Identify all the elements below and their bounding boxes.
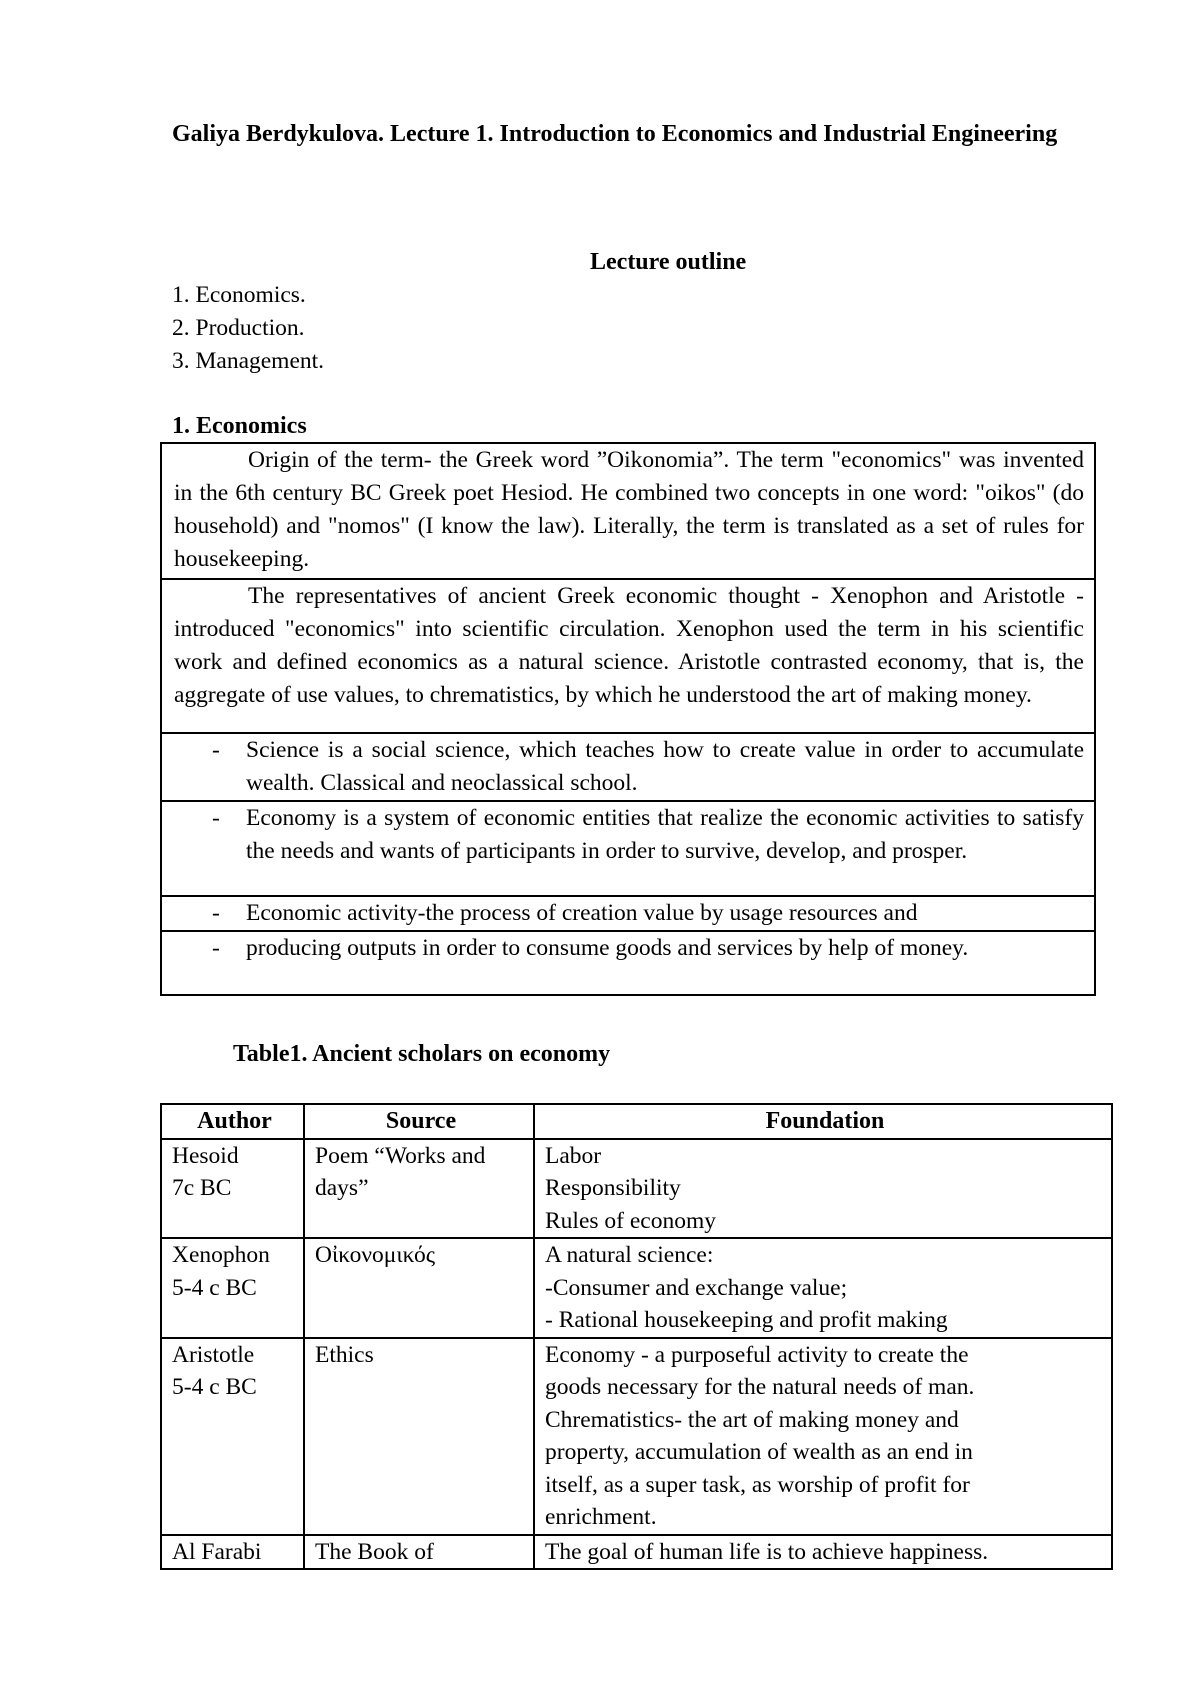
outline-heading: Lecture outline bbox=[590, 249, 747, 275]
foundation-cell bbox=[534, 1139, 1112, 1239]
table-header-row bbox=[161, 1104, 1112, 1139]
bullet-dash: - bbox=[212, 805, 220, 831]
column-header-author: Author bbox=[161, 1104, 304, 1139]
ancient-scholars-table bbox=[160, 1103, 1113, 1570]
source-cell bbox=[304, 1238, 534, 1338]
table-row bbox=[161, 1338, 1112, 1535]
source-cell bbox=[304, 1535, 534, 1570]
column-header-foundation: Foundation bbox=[534, 1104, 1112, 1139]
cell-line: property, accumulation of wealth as an end in bbox=[545, 1439, 973, 1465]
author-cell bbox=[161, 1238, 304, 1338]
source-cell bbox=[304, 1139, 534, 1239]
foundation-cell bbox=[534, 1535, 1112, 1570]
author-cell bbox=[161, 1338, 304, 1535]
cell-line: Poem “Works and bbox=[315, 1142, 486, 1169]
representatives-paragraph: The representatives of ancient Greek economic thought - Xenophon and Aristotle - introduced "economics" into scientific circulation. Xenophon used the term in his scientific work and defined economics as a natural science. Aristotle contrasted economy, that is, the aggregate of use values, to chrematistics, by which he understood the art of making money. bbox=[161, 579, 1095, 733]
cell-line: Aristotle bbox=[172, 1341, 255, 1368]
cell-line: A natural science: bbox=[545, 1242, 714, 1268]
bullet-row bbox=[161, 931, 1095, 995]
column-header-source: Source bbox=[304, 1104, 534, 1139]
cell-line: Oἰκονομικός bbox=[315, 1242, 436, 1268]
outline-item: 3. Management. bbox=[172, 348, 325, 374]
author-cell bbox=[161, 1535, 304, 1570]
cell-line: itself, as a super task, as worship of profit for bbox=[545, 1471, 970, 1498]
bullet-row bbox=[161, 896, 1095, 931]
bullet-text: Economy is a system of economic entities that realize the economic activities to satisfy the needs and wants of participants in order to survive, develop, and prosper. bbox=[246, 805, 1084, 864]
table-caption: Table1. Ancient scholars on economy bbox=[233, 1041, 611, 1067]
cell-line: goods necessary for the natural needs of man. bbox=[545, 1374, 975, 1400]
cell-line: Labor bbox=[545, 1142, 602, 1169]
outline-item: 1. Economics. bbox=[172, 282, 306, 308]
table-row bbox=[161, 1139, 1112, 1239]
cell-line: The Book of bbox=[315, 1538, 434, 1565]
bullet-text: Economic activity-the process of creation value by usage resources and bbox=[246, 900, 918, 926]
document-title: Galiya Berdykulova. Lecture 1. Introduction to Economics and Industrial Engineering bbox=[172, 121, 1058, 147]
cell-line: 5-4 c BC bbox=[172, 1274, 257, 1301]
lecture-outline-list bbox=[172, 279, 324, 378]
foundation-cell bbox=[534, 1238, 1112, 1338]
cell-line: Hesoid bbox=[172, 1142, 239, 1169]
cell-line: Economy - a purposeful activity to create the bbox=[545, 1341, 969, 1368]
source-cell bbox=[304, 1338, 534, 1535]
bullet-dash: - bbox=[212, 900, 220, 926]
cell-line: days” bbox=[315, 1175, 369, 1201]
outline-item: 2. Production. bbox=[172, 315, 305, 341]
cell-line: 5-4 c BC bbox=[172, 1374, 257, 1400]
author-cell bbox=[161, 1139, 304, 1239]
cell-line: Ethics bbox=[315, 1341, 374, 1368]
table-row bbox=[161, 1238, 1112, 1338]
economics-definitions-box bbox=[160, 442, 1096, 996]
foundation-cell bbox=[534, 1338, 1112, 1535]
cell-line: Xenophon bbox=[172, 1242, 270, 1268]
bullet-text: Science is a social science, which teaches how to create value in order to accumulate wealth. Classical and neoclassical school. bbox=[246, 737, 1084, 796]
cell-line: Rules of economy bbox=[545, 1207, 716, 1234]
bullet-row bbox=[161, 733, 1095, 801]
cell-line: The goal of human life is to achieve happiness. bbox=[545, 1538, 989, 1565]
section-heading-economics: 1. Economics bbox=[172, 413, 307, 439]
cell-line: Al Farabi bbox=[172, 1538, 262, 1565]
bullet-text: producing outputs in order to consume goods and services by help of money. bbox=[246, 935, 969, 961]
cell-line: enrichment. bbox=[545, 1504, 657, 1530]
bullet-row bbox=[161, 801, 1095, 896]
cell-line: - Rational housekeeping and profit making bbox=[545, 1307, 948, 1333]
cell-line: 7c BC bbox=[172, 1175, 232, 1201]
table-row bbox=[161, 1535, 1112, 1570]
cell-line: Chrematistics- the art of making money and bbox=[545, 1406, 959, 1433]
cell-line: Responsibility bbox=[545, 1175, 681, 1201]
cell-line: -Consumer and exchange value; bbox=[545, 1274, 848, 1301]
bullet-dash: - bbox=[212, 737, 220, 763]
origin-paragraph: Origin of the term- the Greek word ”Oikonomia”. The term "economics" was invented in the 6th century BC Greek poet Hesiod. He combined two concepts in one word: "oikos" (do household) and "nomos" (I know the law). Literally, the term is translated as a set of rules for housekeeping. bbox=[161, 443, 1095, 579]
bullet-dash: - bbox=[212, 935, 220, 961]
